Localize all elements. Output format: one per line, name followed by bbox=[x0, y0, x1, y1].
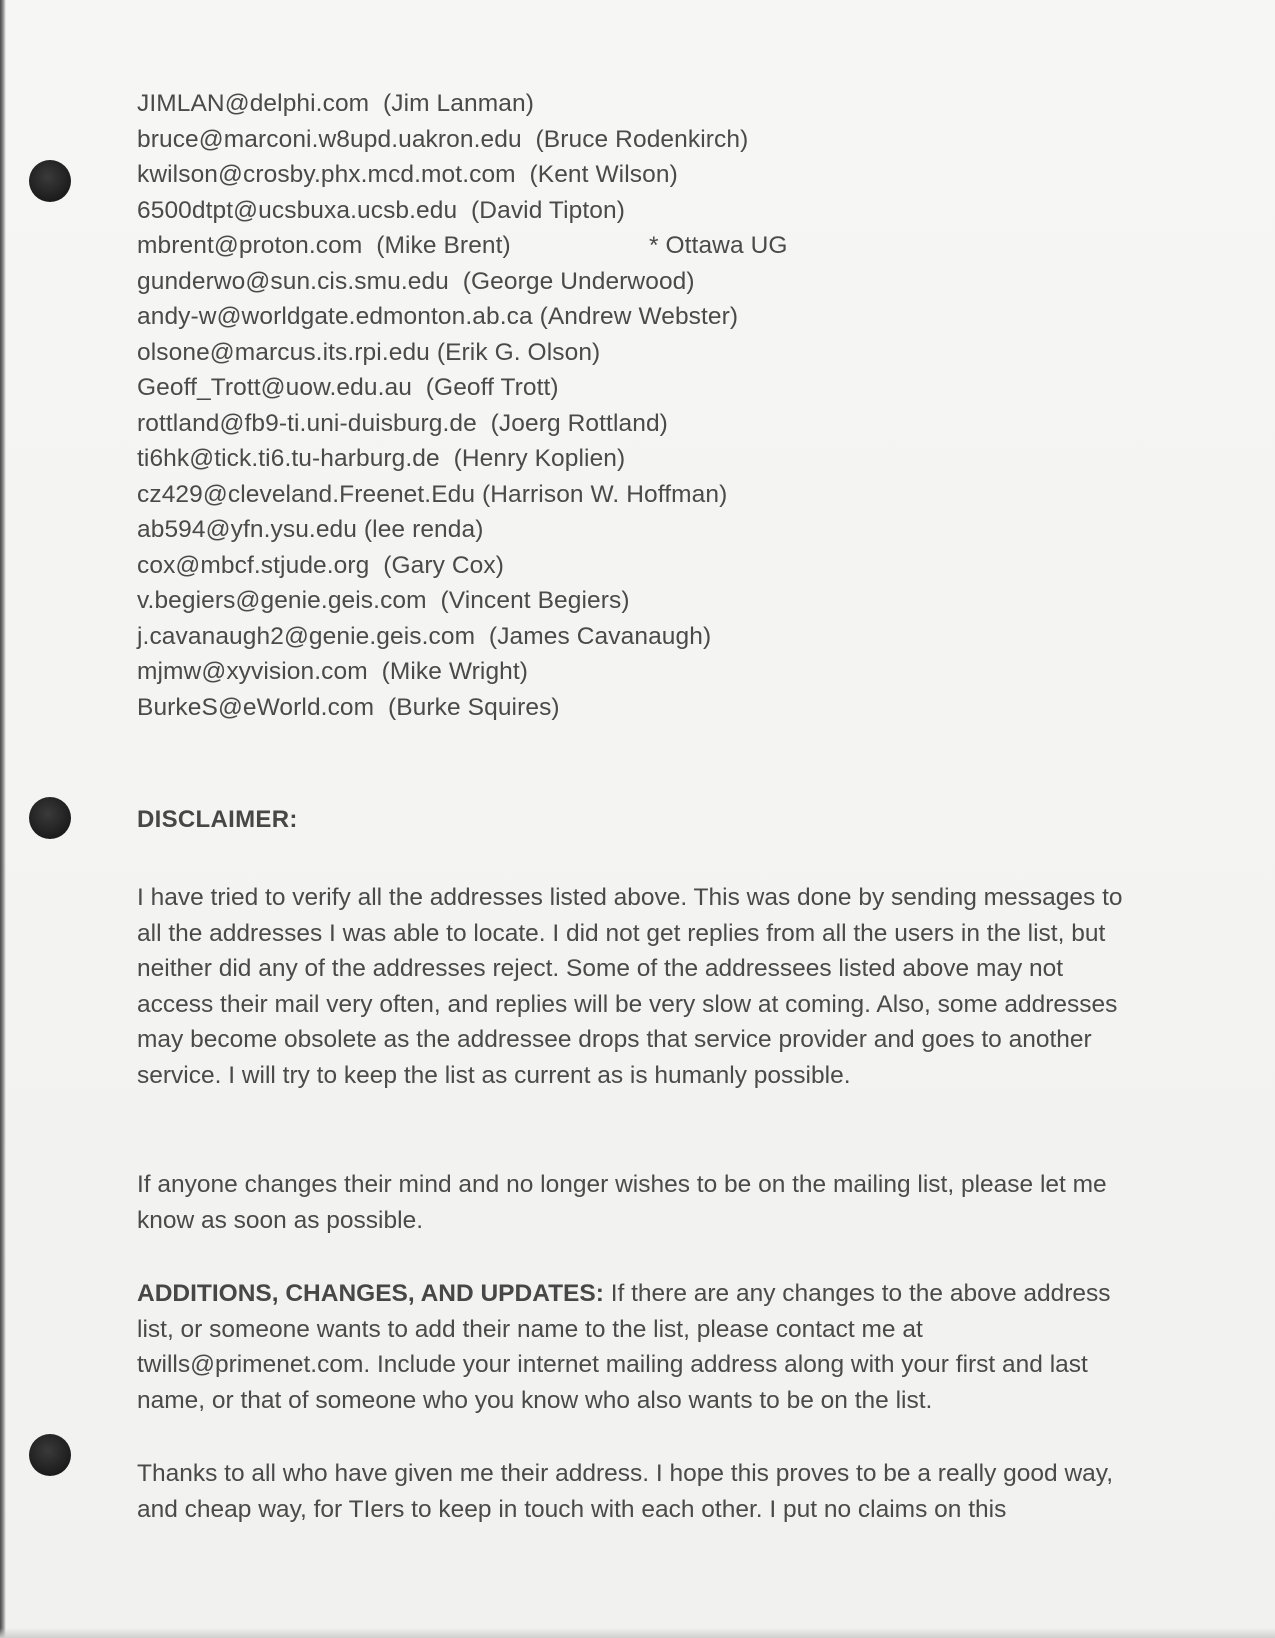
additions-text: If there are any changes to the above address list, or someone wants to add their name to the list, please contact me at twills@primenet.com. Include your internet mailing address along with your first and last name, or that of someone who you know who also wants to be on the list. bbox=[137, 1280, 1111, 1414]
email-entry: j.cavanaugh2@genie.geis.com (James Cavanaugh) bbox=[137, 622, 712, 650]
thanks-paragraph: Thanks to all who have given me their address. I hope this proves to be a really good way, and cheap way, for TIers to keep in touch with each other. I put no claims on this bbox=[137, 1460, 1114, 1523]
email-entry: v.begiers@genie.geis.com (Vincent Begiers) bbox=[137, 587, 630, 614]
page-bottom-shadow bbox=[0, 1628, 1275, 1638]
email-entry: BurkeS@eWorld.com (Burke Squires) bbox=[137, 693, 560, 721]
email-entry: kwilson@crosby.phx.mcd.mot.com (Kent Wilson) bbox=[137, 161, 678, 188]
email-entry: rottland@fb9-ti.uni-duisburg.de (Joerg Rottland) bbox=[137, 409, 668, 437]
email-entry: JIMLAN@delphi.com (Jim Lanman) bbox=[137, 90, 534, 117]
disclaimer-paragraph: I have tried to verify all the addresses listed above. This was done by sending messages to all the addresses I was able to locate. I did not get replies from all the users in the list, but neither did any of the addresses reject. Some of the addressees listed above may not access their mail very often, and replies will be very slow at coming. Also, some addresses may become obsolete as the addressee drops that service provider and goes to another service. I will try to keep the list as current as is humanly possible. bbox=[137, 884, 1123, 1089]
unsubscribe-paragraph: If anyone changes their mind and no longer wishes to be on the mailing list, please let me know as soon as possible. bbox=[137, 1171, 1107, 1234]
email-entry: andy-w@worldgate.edmonton.ab.ca (Andrew Webster) bbox=[137, 303, 739, 330]
email-list-section bbox=[137, 86, 1137, 725]
email-entry: ab594@yfn.ysu.edu (lee renda) bbox=[137, 516, 484, 543]
email-entry: cz429@cleveland.Freenet.Edu (Harrison W. Hoffman) bbox=[137, 480, 728, 508]
punch-hole bbox=[29, 1434, 71, 1476]
email-entry: gunderwo@sun.cis.smu.edu (George Underwood) bbox=[137, 267, 695, 295]
punch-hole bbox=[29, 797, 71, 839]
email-entry: Geoff_Trott@uow.edu.au (Geoff Trott) bbox=[137, 374, 559, 401]
page-edge-shadow bbox=[0, 0, 6, 1638]
additions-paragraph bbox=[137, 1276, 1127, 1418]
email-entry: olsone@marcus.its.rpi.edu (Erik G. Olson) bbox=[137, 338, 601, 366]
email-entry: bruce@marconi.w8upd.uakron.edu (Bruce Rodenkirch) bbox=[137, 125, 749, 153]
email-list bbox=[137, 86, 1137, 725]
email-entry: mbrent@proton.com (Mike Brent) * Ottawa UG bbox=[137, 232, 788, 259]
email-entry: 6500dtpt@ucsbuxa.ucsb.edu (David Tipton) bbox=[137, 196, 625, 224]
email-entry: ti6hk@tick.ti6.tu-harburg.de (Henry Koplien) bbox=[137, 445, 626, 472]
additions-heading: ADDITIONS, CHANGES, AND UPDATES: bbox=[137, 1280, 604, 1307]
disclaimer-heading: DISCLAIMER: bbox=[137, 806, 298, 833]
email-entry: mjmw@xyvision.com (Mike Wright) bbox=[137, 658, 529, 685]
punch-hole bbox=[29, 160, 71, 202]
email-entry: cox@mbcf.stjude.org (Gary Cox) bbox=[137, 551, 504, 579]
